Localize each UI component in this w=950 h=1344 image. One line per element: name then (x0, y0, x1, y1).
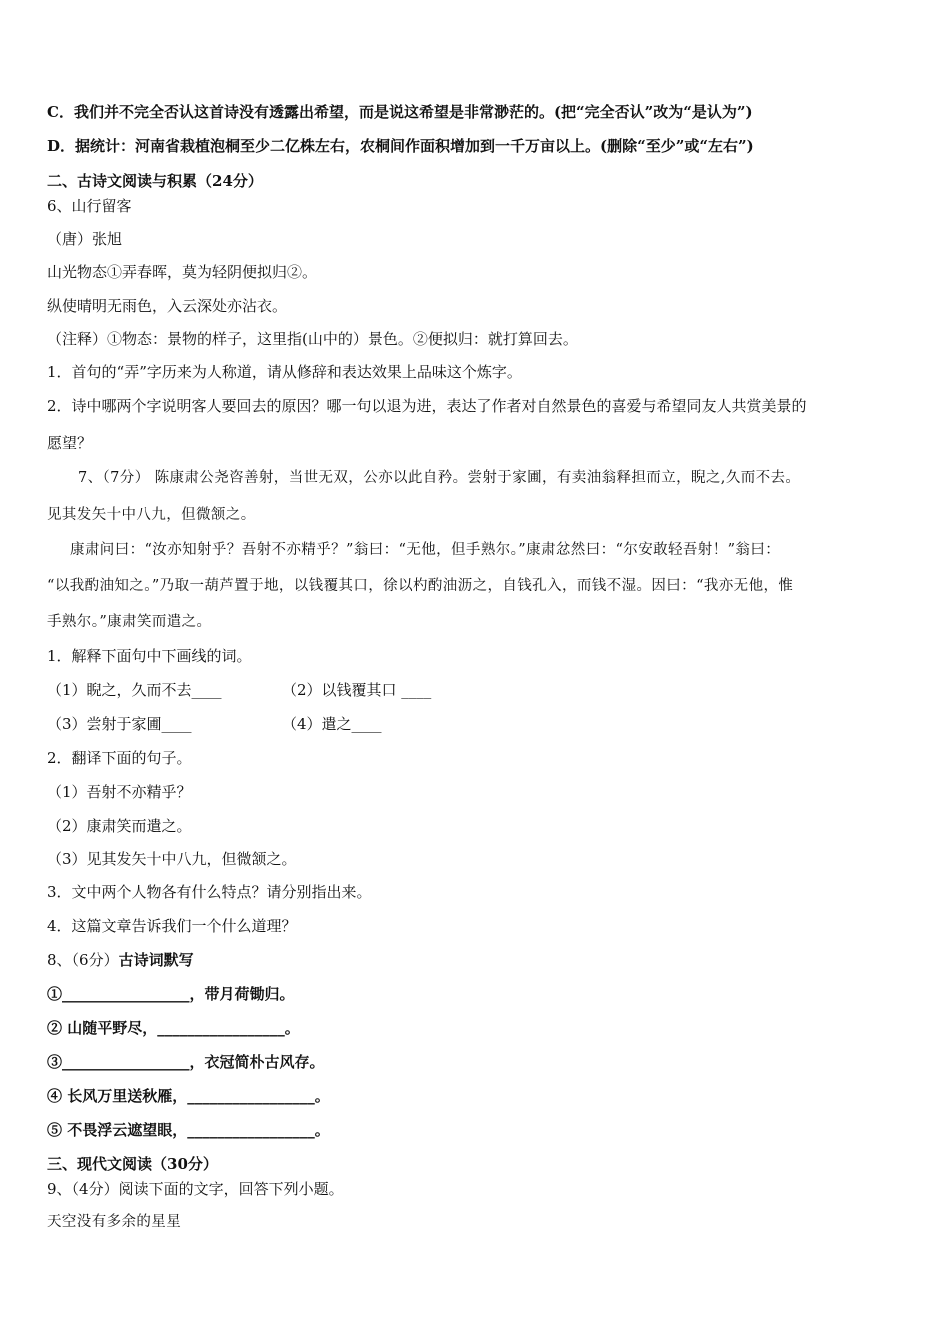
q8-heading-number: 8、（6分） (47, 951, 119, 969)
q7-sub-2: 2．翻译下面的句子。 (47, 749, 192, 767)
q7-sub-2-1: （1）吾射不亦精乎？ (47, 783, 192, 801)
q7-para-1-cont: 见其发矢十中八九，但微颔之。 (47, 507, 256, 523)
q6-sub-2-cont: 愿望？ (47, 434, 93, 452)
q8-line-3: ③_________________，衣冠简朴古风存。 (47, 1053, 325, 1071)
q7-sub-4: 4．这篇文章告诉我们一个什么道理？ (47, 917, 297, 935)
q6-sub-1: 1．首句的“弄”字历来为人称道，请从修辞和表达效果上品味这个炼字。 (47, 363, 522, 381)
section-3-heading: 三、现代文阅读（30分） (47, 1155, 218, 1173)
q7-sub-1-4: （4）遣之____ (282, 715, 382, 733)
q8-line-5: ⑤ 不畏浮云遮望眼，_________________。 (47, 1121, 330, 1139)
q7-sub-1-2: （2）以钱覆其口 ____ (282, 681, 432, 699)
q6-sub-2: 2．诗中哪两个字说明客人要回去的原因？哪一句以退为进，表达了作者对自然景色的喜爱与希望同友人共赏美景的 (47, 397, 807, 415)
q7-para-1: 7、（7分） 陈康肃公尧咨善射，当世无双，公亦以此自矜。尝射于家圃，有卖油翁释担而立，睨之,久而不去。 (78, 470, 801, 486)
q7-sub-3: 3．文中两个人物各有什么特点？请分别指出来。 (47, 883, 372, 901)
q6-note: （注释）①物态：景物的样子，这里指(山中的）景色。②便拟归：就打算回去。 (47, 330, 578, 348)
q7-sub-1-3: （3）尝射于家圃____ (47, 715, 192, 733)
section-2-heading: 二、古诗文阅读与积累（24分） (47, 172, 263, 190)
q6-poem-line-1: 山光物态①弄春晖，莫为轻阴便拟归②。 (47, 263, 318, 281)
q7-para-2-end: 手熟尔。”康肃笑而遣之。 (47, 614, 212, 630)
q7-sub-2-2: （2）康肃笑而遣之。 (47, 817, 192, 835)
q9-heading: 9、（4分）阅读下面的文字，回答下列小题。 (47, 1180, 344, 1198)
q7-sub-1: 1．解释下面句中下画线的词。 (47, 647, 252, 665)
q8-line-1: ①_________________，带月荷锄归。 (47, 985, 295, 1003)
option-c: C．我们并不完全否认这首诗没有透露出希望，而是说这希望是非常渺茫的。(把“完全否认”改为“是认为”) (47, 103, 753, 121)
q8-heading-title: 古诗词默写 (118, 951, 194, 969)
q7-sub-1-1: （1）睨之，久而不去____ (47, 681, 222, 699)
q7-para-2: 康肃问曰：“汝亦知射乎？吾射不亦精乎？”翁曰：“无他，但手熟尔。”康肃忿然曰：“尔安敢轻吾射！”翁曰： (70, 542, 781, 558)
q6-author: （唐）张旭 (47, 230, 123, 248)
q9-passage-title: 天空没有多余的星星 (47, 1214, 182, 1230)
q6-poem-line-2: 纵使晴明无雨色，入云深处亦沾衣。 (47, 297, 288, 315)
q7-sub-2-3: （3）见其发矢十中八九，但微颔之。 (47, 850, 297, 868)
q7-para-2-cont: “以我酌油知之。”乃取一葫芦置于地，以钱覆其口，徐以杓酌油沥之，自钱孔入，而钱不湿。因曰：“我亦无他，惟 (47, 578, 794, 594)
q8-line-2: ② 山随平野尽，_________________。 (47, 1019, 300, 1037)
q6-heading: 6、山行留客 (47, 197, 132, 215)
q8-heading (47, 950, 194, 970)
q8-line-4: ④ 长风万里送秋雁，_________________。 (47, 1087, 330, 1105)
option-d: D．据统计：河南省栽植泡桐至少二亿株左右，农桐间作面积增加到一千万亩以上。(删除“至少”或“左右”) (47, 137, 754, 155)
